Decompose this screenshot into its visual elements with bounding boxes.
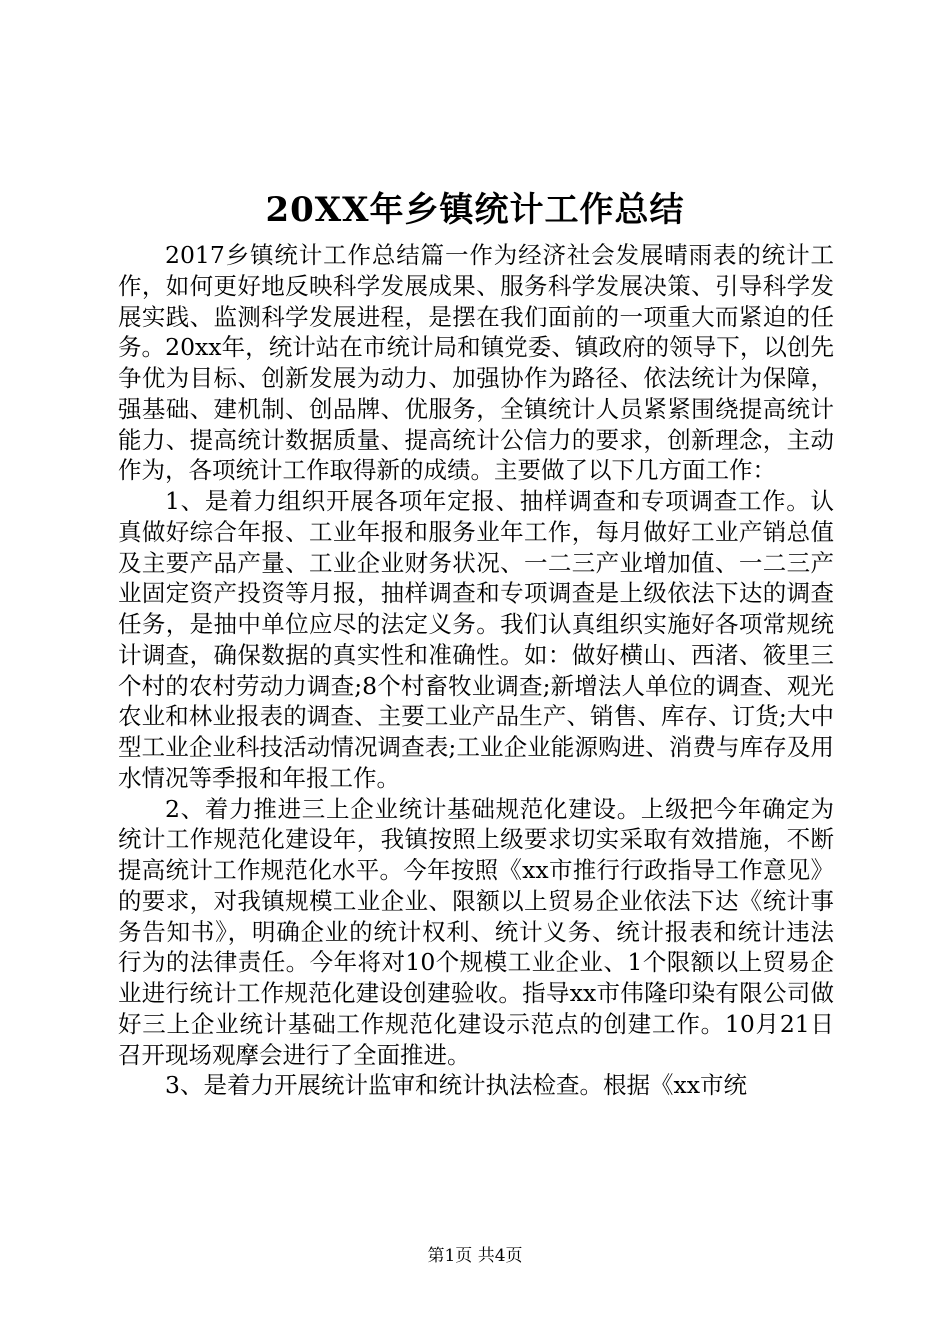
paragraph-item-1: 1、是着力组织开展各项年定报、抽样调查和专项调查工作。认真做好综合年报、工业年报和服务业年工作，每月做好工业产销总值及主要产品产量、工业企业财务状况、一二三产业增加值、一二三产业固定资产投资等月报，抽样调查和专项调查是上级依法下达的调查任务，是抽中单位应尽的法定义务。我们认真组织实施好各项常规统计调查，确保数据的真实性和准确性。如：做好横山、西渚、筱里三个村的农村劳动力调查;8个村畜牧业调查;新增法人单位的调查、观光农业和林业报表的调查、主要工业产品生产、销售、库存、订货;大中型工业企业科技活动情况调查表;工业企业能源购进、消费与库存及用水情况等季报和年报工作。 bbox=[118, 487, 834, 792]
page-number-footer: 第1页 共4页 bbox=[427, 1246, 523, 1266]
document-title: 20XX年乡镇统计工作总结 bbox=[265, 190, 685, 230]
document-body bbox=[118, 240, 834, 1101]
paragraph-intro: 2017乡镇统计工作总结篇一作为经济社会发展晴雨表的统计工作，如何更好地反映科学发展成果、服务科学发展决策、引导科学发展实践、监测科学发展进程，是摆在我们面前的一项重大而紧迫的任务。20xx年，统计站在市统计局和镇党委、镇政府的领导下，以创先争优为目标、创新发展为动力、加强协作为路径、依法统计为保障，强基础、建机制、创品牌、优服务，全镇统计人员紧紧围绕提高统计能力、提高统计数据质量、提高统计公信力的要求，创新理念，主动作为，各项统计工作取得新的成绩。主要做了以下几方面工作： bbox=[118, 241, 834, 485]
paragraph-item-3: 3、是着力开展统计监审和统计执法检查。根据《xx市统 bbox=[165, 1071, 747, 1100]
paragraph-item-2: 2、着力推进三上企业统计基础规范化建设。上级把今年确定为统计工作规范化建设年，我镇按照上级要求切实采取有效措施，不断提高统计工作规范化水平。今年按照《xx市推行行政指导工作意见》的要求，对我镇规模工业企业、限额以上贸易企业依法下达《统计事务告知书》，明确企业的统计权利、统计义务、统计报表和统计违法行为的法律责任。今年将对10个规模工业企业、1个限额以上贸易企业进行统计工作规范化建设创建验收。指导xx市伟隆印染有限公司做好三上企业统计基础工作规范化建设示范点的创建工作。10月21日召开现场观摩会进行了全面推进。 bbox=[118, 794, 834, 1069]
